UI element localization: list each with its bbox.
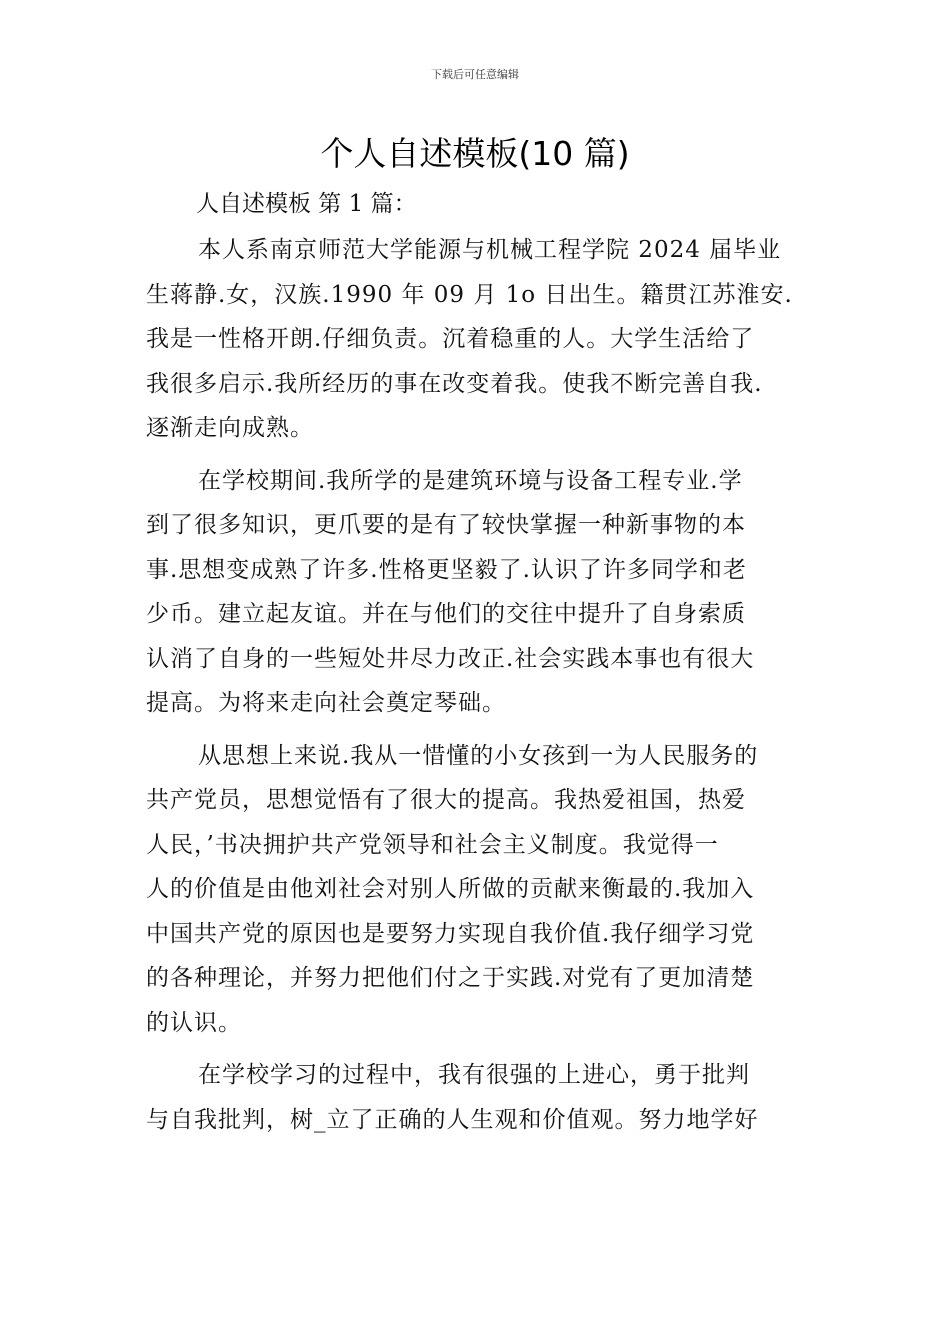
paragraph-3 bbox=[146, 734, 816, 1046]
paragraph-line: 生蒋静.女，汉族.1990 年 09 月 1o 日出生。籍贯江苏淮安. bbox=[146, 281, 793, 308]
paragraph-line: 的各种理论，并努力把他们付之于实践.对党有了更加清楚 bbox=[146, 965, 755, 991]
paragraph-line: 我是一性格开朗.仔细负责。沉着稳重的人。大学生活给了 bbox=[146, 326, 755, 352]
header-note: 下载后可任意编辑 bbox=[431, 68, 519, 81]
paragraph-spacer bbox=[146, 451, 816, 459]
paragraph-line: 我很多启示.我所经历的事在改变着我。使我不断完善自我. bbox=[146, 370, 763, 397]
paragraph-line: 逐渐走向成熟。 bbox=[146, 415, 314, 441]
paragraph-line: 提高。为将来走向社会奠定琴础。 bbox=[146, 690, 506, 716]
paragraph-2 bbox=[146, 459, 816, 726]
paragraph-line: 人的价值是由他刘社会对别人所做的贡献来衡最的.我加入 bbox=[146, 876, 755, 902]
paragraph-line: 到了很多知识，更爪要的是有了较快掌握一种新事物的本 bbox=[146, 512, 746, 538]
paragraph-line: 少币。建立起友谊。并在与他们的交往中提升了自身索质 bbox=[146, 601, 746, 627]
paragraph-4 bbox=[146, 1053, 816, 1142]
paragraph-line: 本人系南京师范大学能源与机械工程学院 2024 届毕业 bbox=[198, 237, 782, 263]
document-title: 个人自述模板(10 篇) bbox=[320, 134, 630, 173]
paragraph-line: 在学校学习的过程中，我有很强的上进心，勇于批判 bbox=[198, 1062, 750, 1088]
section-heading: 人自述模板 第 1 篇： bbox=[196, 191, 417, 217]
paragraph-line: 的认识。 bbox=[146, 1009, 242, 1036]
paragraph-line: 在学校期间.我所学的是建筑环境与设备工程专业.学 bbox=[198, 467, 743, 494]
paragraph-line: 中国共产党的原因也是要努力实现自我价值.我仔细学习党 bbox=[146, 920, 755, 947]
paragraph-line: 共产党员，思想觉悟有了很大的提高。我热爱祖国，热爱 bbox=[146, 787, 746, 813]
paragraph-1 bbox=[146, 228, 816, 451]
paragraph-line: 事.思想变成熟了许多.性格更坚毅了.认识了许多同学和老 bbox=[146, 556, 747, 583]
paragraph-spacer bbox=[146, 726, 816, 734]
paragraph-line: 与自我批判，树_立了正确的人生观和价值观。努力地学好 bbox=[146, 1106, 759, 1133]
paragraph-line: 从思想上来说.我从一惜懂的小女孩到一为人民服务的 bbox=[198, 742, 759, 769]
body-text bbox=[146, 228, 816, 1142]
paragraph-line: 人民，’书决拥护共产党领导和社会主义制度。我觉得一 bbox=[146, 831, 719, 858]
paragraph-line: 认消了自身的一些短处井尽力改正.社会实践本事也有很大 bbox=[146, 645, 755, 672]
paragraph-spacer bbox=[146, 1045, 816, 1053]
